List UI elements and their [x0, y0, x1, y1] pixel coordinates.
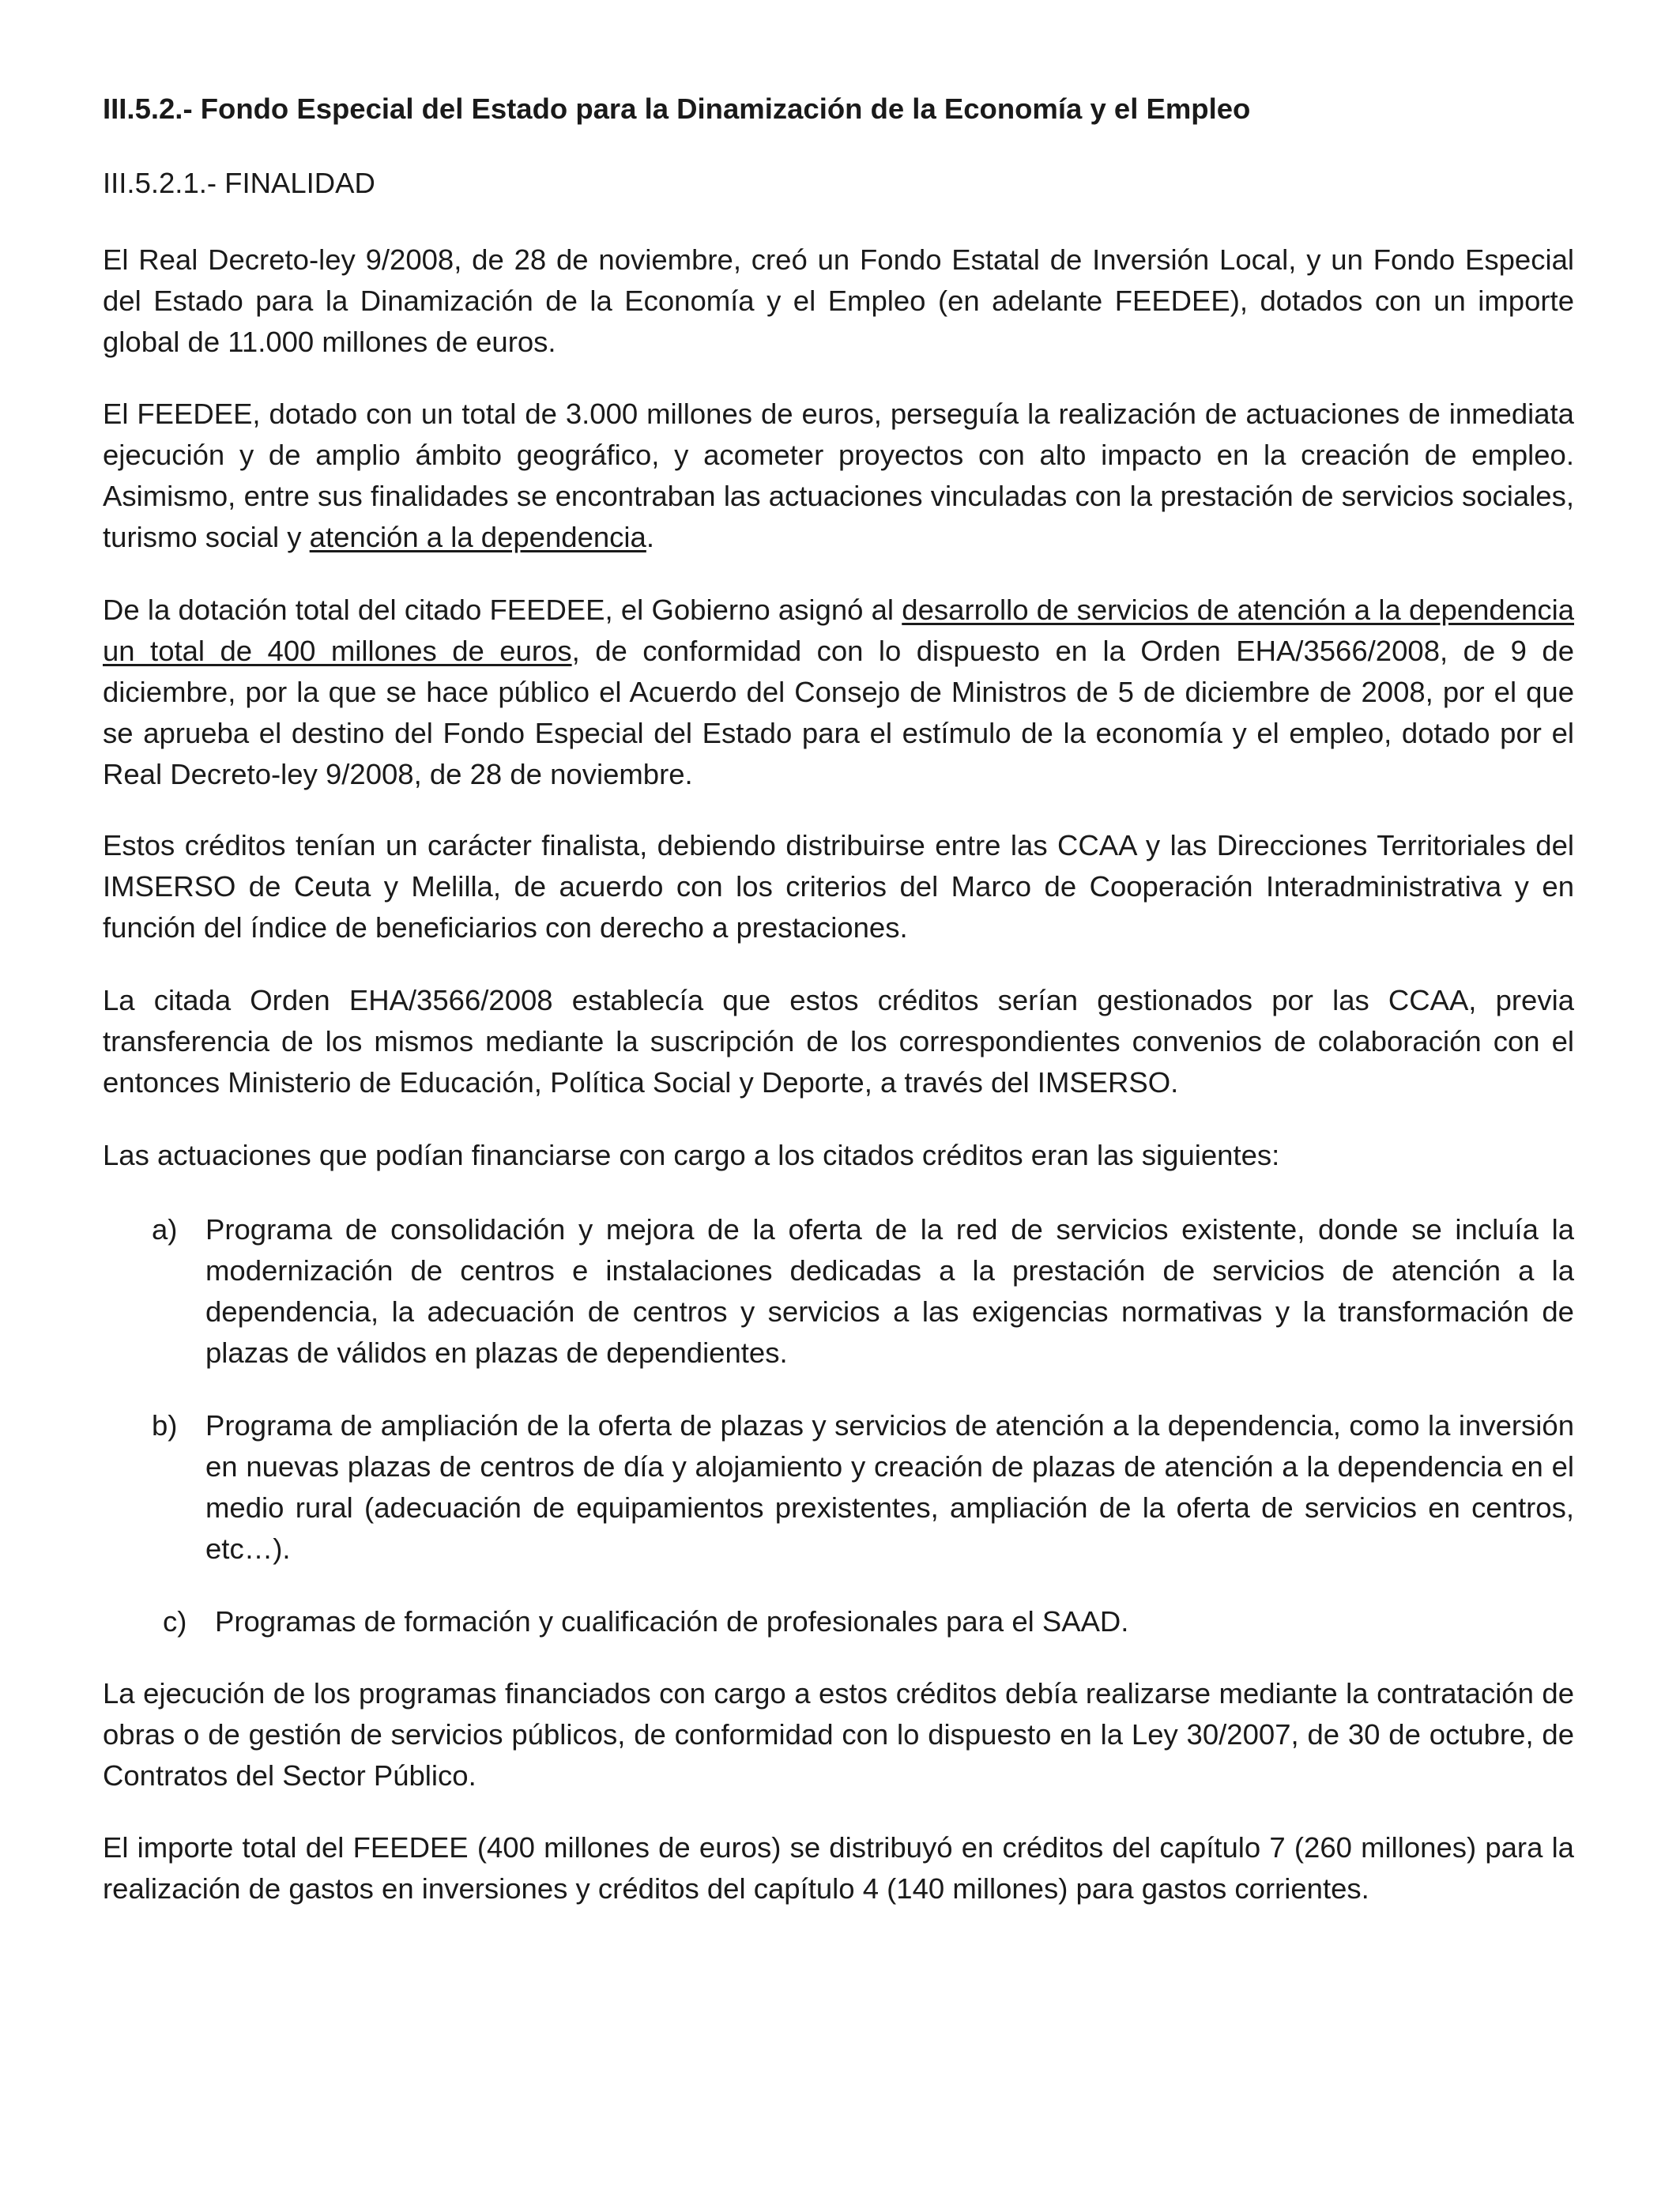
list-marker: c): [163, 1605, 187, 1638]
paragraph-2-text: El FEEDEE, dotado con un total de 3.000 millones de euros, perseguía la realización de actuaciones de inmediata ejecución y de amplio ámbito geográfico, y acometer proyectos con alto impacto en la creación de empleo. Asimismo, entre sus finalidades se encontraban las actuaciones vinculadas con la prestación de servicios sociales, turismo social y: [103, 398, 1574, 553]
paragraph-2-end: .: [646, 521, 654, 553]
paragraph-3-text: De la dotación total del citado FEEDEE, el Gobierno asignó al: [103, 594, 902, 626]
list-text: Programa de ampliación de la oferta de plazas y servicios de atención a la dependencia, como la inversión en nuevas plazas de centros de día y alojamiento y creación de plazas de atención a la dependencia en el medio rural (adecuación de equipamientos prexistentes, ampliación de la oferta de servicios en centros, etc…).: [205, 1409, 1574, 1565]
list-marker: b): [152, 1409, 178, 1442]
section-heading: III.5.2.- Fondo Especial del Estado para la Dinamización de la Economía y el Empleo: [103, 92, 1251, 125]
paragraph-8: El importe total del FEEDEE (400 millones de euros) se distribuyó en créditos del capítulo 7 (260 millones) para la realización de gastos en inversiones y créditos del capítulo 4 (140 millones) para gastos corrientes.: [103, 1831, 1574, 1905]
paragraph-5: La citada Orden EHA/3566/2008 establecía que estos créditos serían gestionados por las CCAA, previa transferencia de los mismos mediante la suscripción de los correspondientes convenios de colaboración con el entonces Ministerio de Educación, Política Social y Deporte, a través del IMSERSO.: [103, 984, 1574, 1099]
list-marker: a): [152, 1213, 178, 1246]
paragraph-6: Las actuaciones que podían financiarse con cargo a los citados créditos eran las siguientes:: [103, 1139, 1280, 1171]
paragraph-2: [103, 394, 1574, 558]
paragraph-4: Estos créditos tenían un carácter finalista, debiendo distribuirse entre las CCAA y las Direcciones Territoriales del IMSERSO de Ceuta y Melilla, de acuerdo con los criterios del Marco de Cooperación Interadministrativa y en función del índice de beneficiarios con derecho a prestaciones.: [103, 829, 1574, 944]
paragraph-3-underlined: desarrollo de servicios de atención a la dependencia un total de 400 millones de euros: [103, 594, 1574, 667]
paragraph-1: El Real Decreto-ley 9/2008, de 28 de noviembre, creó un Fondo Estatal de Inversión Local, y un Fondo Especial del Estado para la Dinamización de la Economía y el Empleo (en adelante FEEDEE), dotados con un importe global de 11.000 millones de euros.: [103, 243, 1574, 358]
subsection-heading: III.5.2.1.- FINALIDAD: [103, 167, 375, 199]
paragraph-2-underlined: atención a la dependencia: [309, 521, 646, 553]
paragraph-3: [103, 590, 1574, 795]
list-text: Programa de consolidación y mejora de la oferta de la red de servicios existente, donde se incluía la modernización de centros e instalaciones dedicadas a la prestación de servicios de atención a la dependencia, la adecuación de centros y servicios a las exigencias normativas y la transformación de plazas de válidos en plazas de dependientes.: [205, 1213, 1574, 1369]
list-text: Programas de formación y cualificación de profesionales para el SAAD.: [215, 1605, 1129, 1638]
paragraph-3-end: , de conformidad con lo dispuesto en la Orden EHA/3566/2008, de 9 de diciembre, por la que se hace público el Acuerdo del Consejo de Ministros de 5 de diciembre de 2008, por el que se aprueba el destino del Fondo Especial del Estado para el estímulo de la economía y el empleo, dotado por el Real Decreto-ley 9/2008, de 28 de noviembre.: [103, 635, 1574, 790]
paragraph-7: La ejecución de los programas financiados con cargo a estos créditos debía realizarse mediante la contratación de obras o de gestión de servicios públicos, de conformidad con lo dispuesto en la Ley 30/2007, de 30 de octubre, de Contratos del Sector Público.: [103, 1677, 1574, 1792]
